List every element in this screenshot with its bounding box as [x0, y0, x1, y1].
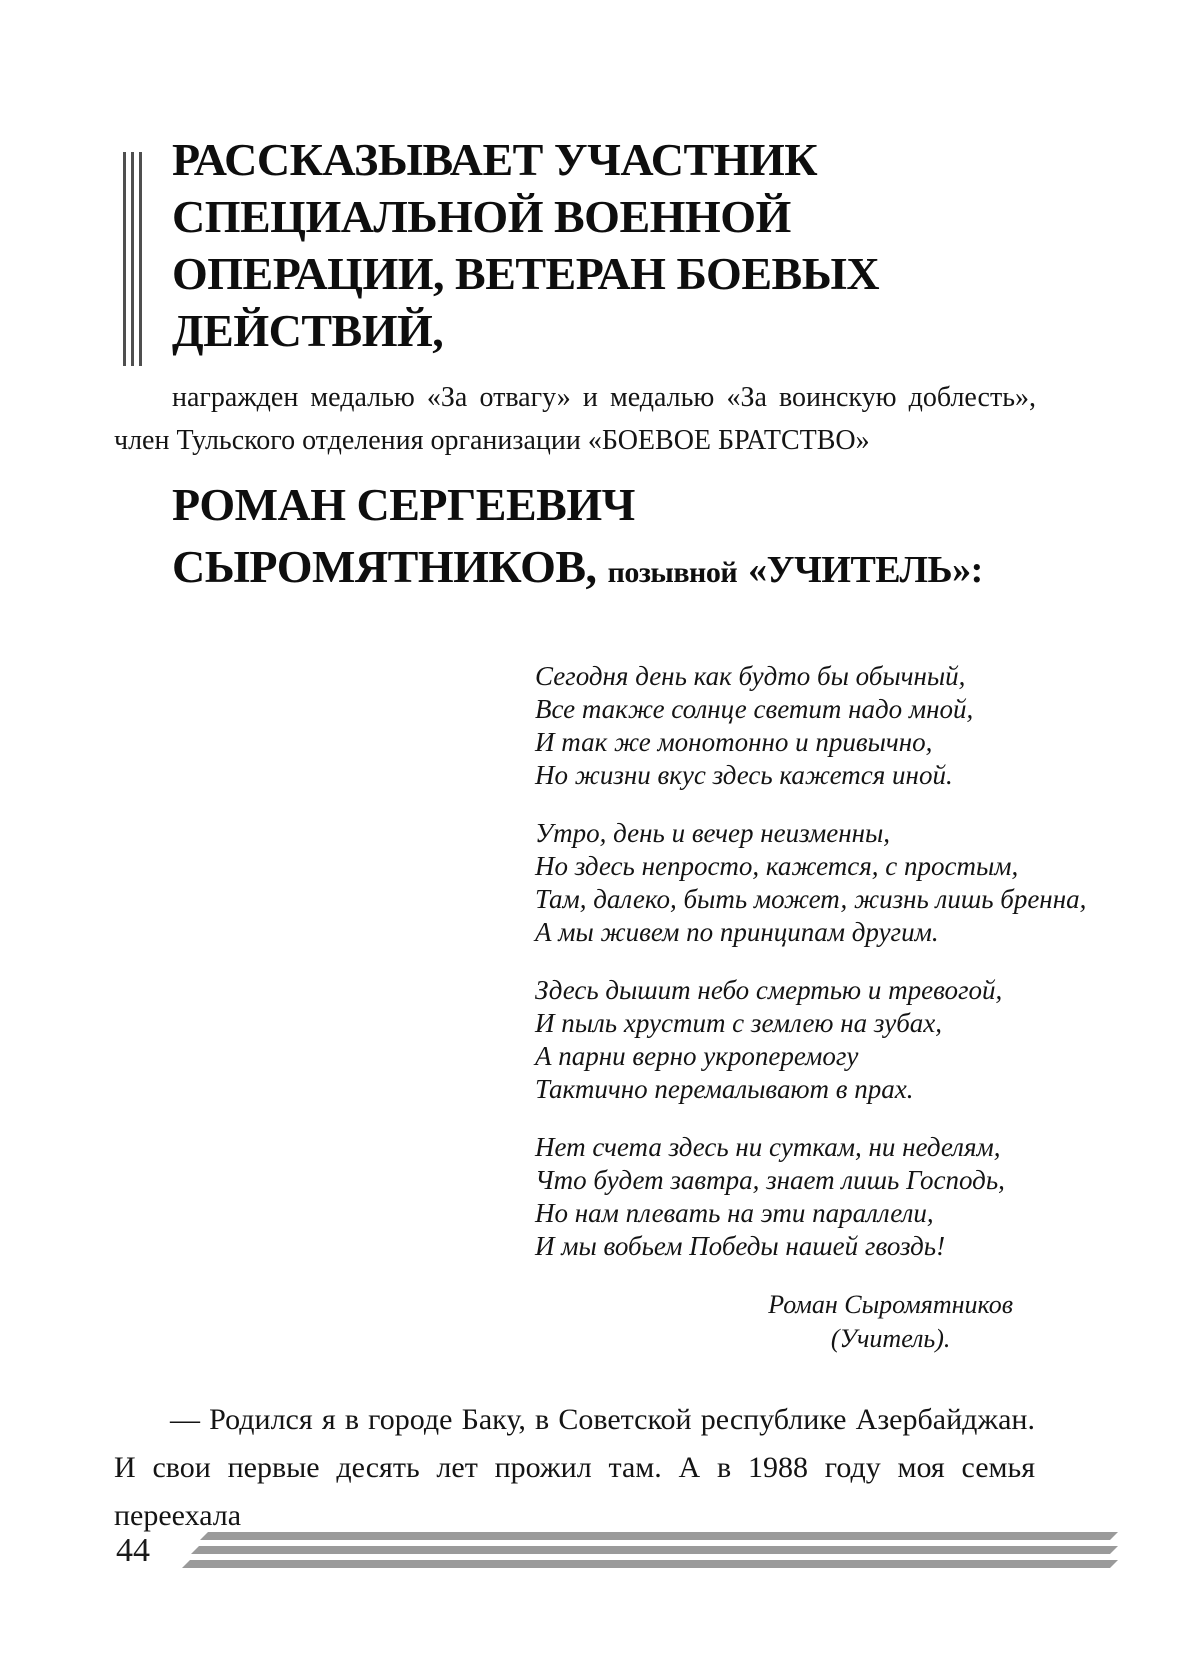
footer-stripe	[191, 1546, 1118, 1554]
subtitle-line: награжден медалью «За отвагу» и медалью «За воинскую доблесть»,	[172, 382, 1036, 413]
poem-stanza	[535, 817, 1087, 949]
poem-attribution	[768, 1288, 1013, 1356]
poem-line: Там, далеко, быть может, жизнь лишь бренна,	[535, 884, 1087, 914]
poem-stanza	[535, 1131, 1055, 1263]
callsign: «УЧИТЕЛЬ»:	[748, 549, 983, 591]
title-line: СПЕЦИАЛЬНОЙ ВОЕННОЙ	[172, 191, 791, 242]
poem-line: А парни верно укроперемогу	[535, 1041, 859, 1071]
body-paragraph	[114, 1396, 1035, 1540]
poem-stanza	[535, 974, 1055, 1106]
poem-line: Но здесь непросто, кажется, с простым,	[535, 851, 1019, 881]
poem-line: Здесь дышит небо смертью и тревогой,	[535, 975, 1003, 1005]
page-title	[172, 131, 1072, 359]
subtitle	[114, 376, 1036, 462]
page-footer	[0, 1528, 1178, 1578]
name-line-first: РОМАН СЕРГЕЕВИЧ	[172, 479, 635, 530]
footer-stripe	[182, 1560, 1118, 1568]
poem-line: И так же монотонно и привычно,	[535, 727, 933, 757]
poem-line: И мы вобьем Победы нашей гвоздь!	[535, 1231, 946, 1261]
name-line-second	[172, 536, 1092, 604]
poem-line: Но нам плевать на эти параллели,	[535, 1198, 934, 1228]
person-name-heading	[172, 474, 1092, 604]
poem-line: Что будет завтра, знает лишь Господь,	[535, 1165, 1005, 1195]
poem-stanza	[535, 660, 1055, 792]
title-line: ДЕЙСТВИЙ,	[172, 305, 444, 356]
surname: СЫРОМЯТНИКОВ,	[172, 541, 597, 592]
poem-line: Но жизни вкус здесь кажется иной.	[535, 760, 953, 790]
title-line: ОПЕРАЦИИ, ВЕТЕРАН БОЕВЫХ	[172, 248, 880, 299]
paragraph-line: — Родился я в городе Баку, в Советской республике Азербайджан.	[170, 1403, 1035, 1436]
attribution-author: Роман Сыромятников	[768, 1290, 1013, 1319]
poem-line: Нет счета здесь ни суткам, ни неделям,	[535, 1132, 1001, 1162]
subtitle-line: член Тульского отделения организации «БОЕВОЕ БРАТСТВО»	[114, 425, 870, 456]
paragraph-line: И свои первые десять лет прожил там. А в 1988 году моя семья переехала	[114, 1451, 1035, 1532]
poem	[535, 660, 1087, 1288]
title-line: РАССКАЗЫВАЕТ УЧАСТНИК	[172, 134, 818, 185]
poem-line: И пыль хрустит с землею на зубах,	[535, 1008, 943, 1038]
page-number: 44	[116, 1532, 150, 1569]
poem-line: Утро, день и вечер неизменны,	[535, 818, 891, 848]
poem-line: Тактично перемалывают в прах.	[535, 1074, 914, 1104]
poem-line: Сегодня день как будто бы обычный,	[535, 661, 966, 691]
footer-stripe	[200, 1532, 1118, 1540]
poem-line: Все также солнце светит надо мной,	[535, 694, 974, 724]
triple-bar-decoration	[123, 152, 142, 366]
poem-line: А мы живем по принципам другим.	[535, 917, 939, 947]
attribution-callsign: (Учитель).	[830, 1324, 951, 1353]
callsign-label: позывной	[607, 556, 738, 589]
